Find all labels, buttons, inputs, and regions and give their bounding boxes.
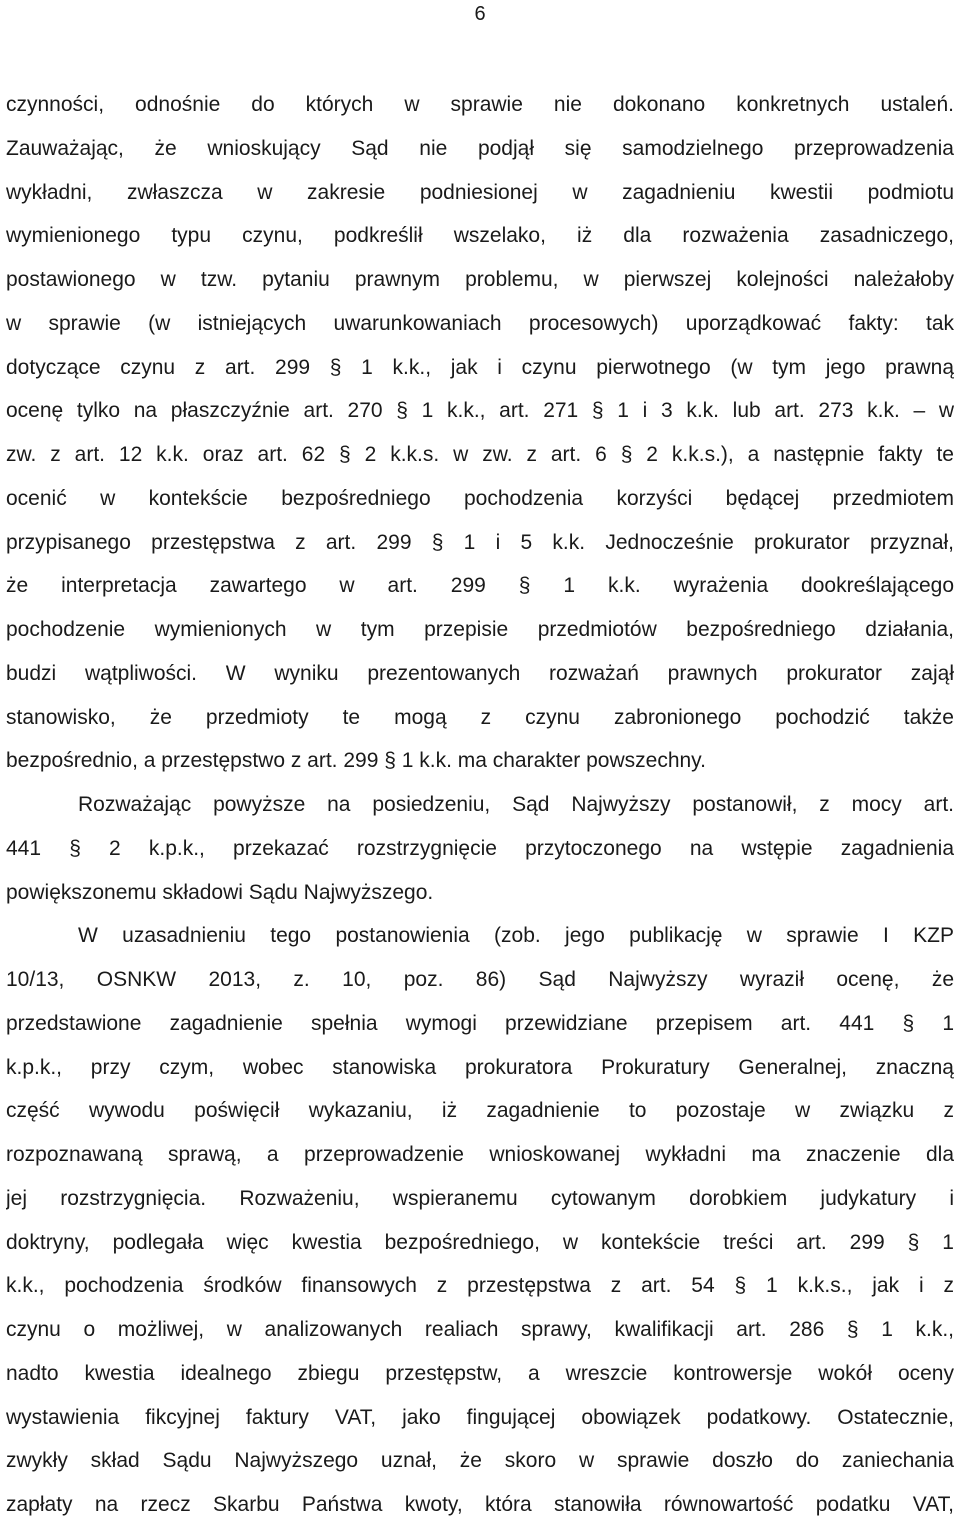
text-line: stanowisko, że przedmioty te mogą z czynu zabronionego pochodzić także (6, 705, 954, 729)
text-line: wystawienia fikcyjnej faktury VAT, jako fingującej obowiązek podatkowy. Ostatecznie, (6, 1405, 954, 1429)
text-line: dotyczące czynu z art. 299 § 1 k.k., jak i czynu pierwotnego (w tym jego prawną (6, 355, 954, 379)
text-line: k.p.k., przy czym, wobec stanowiska prokuratora Prokuratury Generalnej, znaczną (6, 1055, 954, 1079)
text-line: Zauważając, że wnioskujący Sąd nie podjął się samodzielnego przeprowadzenia (6, 136, 954, 160)
text-line: rozpoznawaną sprawą, a przeprowadzenie wnioskowanej wykładni ma znaczenie dla (6, 1143, 954, 1166)
page-number: 6 (474, 3, 486, 25)
text-line: 10/13, OSNKW 2013, z. 10, poz. 86) Sąd Najwyższy wyraził ocenę, że (6, 968, 954, 991)
text-line: nadto kwestia idealnego zbiegu przestępstw, a wreszcie kontrowersje wokół oceny (6, 1361, 954, 1385)
text-line: część wywodu poświęcił wykazaniu, iż zagadnienie to pozostaje w związku z (6, 1099, 954, 1123)
text-line: czynności, odnośnie do których w sprawie nie dokonano konkretnych ustaleń. (6, 93, 954, 116)
text-line: zwykły skład Sądu Najwyższego uznał, że skoro w sprawie doszło do zaniechania (6, 1449, 954, 1473)
text-line: bezpośrednio, a przestępstwo z art. 299 § 1 k.k. ma charakter powszechny. (6, 749, 706, 773)
text-line: że interpretacja zawartego w art. 299 § 1 k.k. wyrażenia dookreślającego (6, 574, 954, 598)
text-line: zapłaty na rzecz Skarbu Państwa kwoty, która stanowiła równowartość podatku VAT, (6, 1493, 954, 1516)
text-line: 441 § 2 k.p.k., przekazać rozstrzygnięcie przytoczonego na wstępie zagadnienia (6, 836, 954, 860)
text-line: budzi wątpliwości. W wyniku prezentowanych rozważań prawnych prokurator zajął (6, 661, 954, 685)
text-line: czynu o możliwej, w analizowanych realiach sprawy, kwalifikacji art. 286 § 1 k.k., (6, 1318, 954, 1341)
text-line: pochodzenie wymienionych w tym przepisie przedmiotów bezpośredniego działania, (6, 618, 954, 641)
text-line: zw. z art. 12 k.k. oraz art. 62 § 2 k.k.s. w zw. z art. 6 § 2 k.k.s.), a następnie fakty te (6, 443, 954, 466)
text-line: jej rozstrzygnięcia. Rozważeniu, wspieranemu cytowanym dorobkiem judykatury i (6, 1186, 954, 1210)
text-line: powiększonemu składowi Sądu Najwyższego. (6, 880, 434, 904)
text-line: przedstawione zagadnienie spełnia wymogi przewidziane przepisem art. 441 § 1 (6, 1011, 954, 1035)
text-line: wykładni, zwłaszcza w zakresie podniesionej w zagadnieniu kwestii podmiotu (6, 180, 954, 204)
text-line: wymienionego typu czynu, podkreślił wszelako, iż dla rozważenia zasadniczego, (6, 224, 954, 248)
text-line: przypisanego przestępstwa z art. 299 § 1 i 5 k.k. Jednocześnie prokurator przyznał, (6, 530, 954, 554)
text-line: ocenić w kontekście bezpośredniego pochodzenia korzyści będącej przedmiotem (6, 486, 954, 510)
text-line: postawionego w tzw. pytaniu prawnym problemu, w pierwszej kolejności należałoby (6, 268, 954, 291)
text-line: Rozważając powyższe na posiedzeniu, Sąd Najwyższy postanowił, z mocy art. (78, 793, 954, 816)
text-line: ocenę tylko na płaszczyźnie art. 270 § 1 k.k., art. 271 § 1 i 3 k.k. lub art. 273 k.k. – w (6, 399, 954, 423)
text-line: W uzasadnieniu tego postanowienia (zob. jego publikację w sprawie I KZP (78, 924, 954, 948)
text-line: w sprawie (w istniejących uwarunkowaniach procesowych) uporządkować fakty: tak (6, 311, 954, 335)
text-line: k.k., pochodzenia środków finansowych z przestępstwa z art. 54 § 1 k.k.s., jak i z (6, 1274, 954, 1298)
text-line: doktryny, podlegała więc kwestia bezpośredniego, w kontekście treści art. 299 § 1 (6, 1230, 954, 1254)
